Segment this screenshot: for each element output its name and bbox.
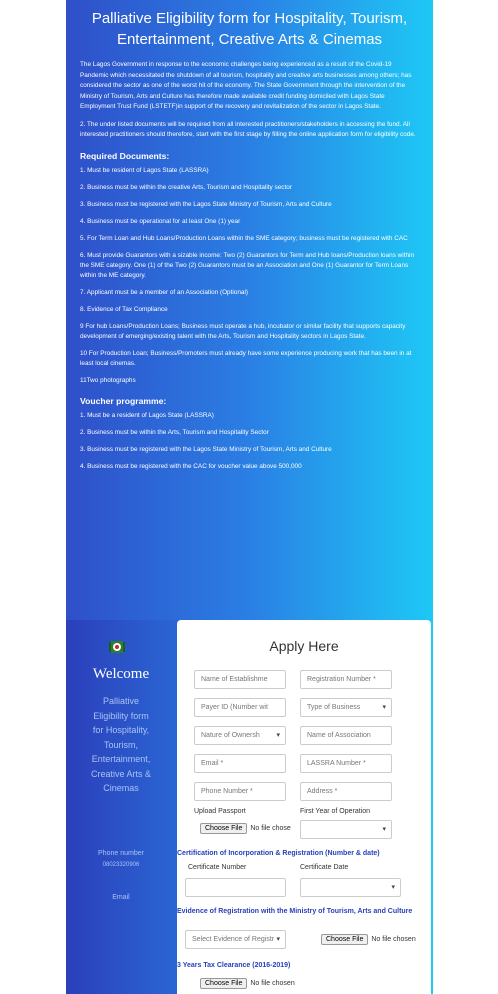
required-item: 1. Must be resident of Lagos State (LASSRA) <box>80 166 209 174</box>
required-item: 3. Business must be registered with the Lagos State Ministry of Tourism, Arts and Culture <box>80 200 332 208</box>
address-input[interactable]: Address * <box>300 782 392 801</box>
first-year-select[interactable] <box>300 820 392 839</box>
ownership-select[interactable]: Nature of Ownersh ▾ <box>194 726 286 745</box>
first-year-label: First Year of Operation <box>300 808 371 815</box>
voucher-heading: Voucher programme: <box>80 395 167 406</box>
association-name-input[interactable]: Name of Association <box>300 726 392 745</box>
required-item: 4. Business must be operational for at least One (1) year <box>80 217 241 225</box>
required-item: 5. For Term Loan and Hub Loans/Production Loans within the SME category; business must be registered with CAC <box>80 234 408 242</box>
certification-heading: Certification of Incorporation & Registration (Number & date) <box>177 850 380 857</box>
welcome-description: Palliative Eligibility form for Hospitality, Tourism, Entertainment, Creative Arts & Cinemas <box>90 696 152 793</box>
state-crest-icon <box>108 638 126 656</box>
lassra-number-input[interactable]: LASSRA Number * <box>300 754 392 773</box>
intro-paragraph-1: The Lagos Government in response to the economic challenges being experienced as a result of the Covid-19 Pandemic which necessitated the shutdown of all tourism, hospitality and creative arts businesses among others; has considered the sector as one of the worst hit of the economy. The State Government through the intervention of the Ministry of Tourism, Arts and Culture has therefore made available credit funding domiciled with Lagos State Employment Trust Fund (LSTETF)in support of the recovery and revitalization of the sector in Lagos State. <box>80 61 412 110</box>
certificate-date-label: Certificate Date <box>300 864 349 871</box>
file-status: No file chose <box>250 825 291 832</box>
required-item: 2. Business must be within the creative Arts, Tourism and Hospitality sector <box>80 183 292 191</box>
voucher-item: 3. Business must be registered with the Lagos State Ministry of Tourism, Arts and Culture <box>80 445 332 453</box>
required-item: 11Two photographs <box>80 376 136 384</box>
business-type-select[interactable]: Type of Business ▾ <box>300 698 392 717</box>
registration-number-input[interactable]: Registration Number * <box>300 670 392 689</box>
required-item: 10 For Production Loan; Business/Promoters must already have some experience producing work that has been in at least local cinemas. <box>80 349 412 367</box>
certificate-number-input[interactable] <box>185 878 286 897</box>
required-item: 8. Evidence of Tax Compliance <box>80 305 168 313</box>
evidence-select[interactable]: Select Evidence of Registr ▾ <box>185 930 286 949</box>
certificate-number-label: Certificate Number <box>188 864 247 871</box>
phone-label: Phone number <box>98 850 144 857</box>
apply-form-card <box>177 620 431 994</box>
welcome-heading: Welcome <box>92 666 150 682</box>
voucher-item: 2. Business must be within the Arts, Tourism and Hospitality Sector <box>80 428 269 436</box>
file-status: No file chosen <box>371 936 416 943</box>
email-label: Email <box>112 894 130 901</box>
email-input[interactable]: Email * <box>194 754 286 773</box>
page-title: Palliative Eligibility form for Hospitality, Tourism, Entertainment, Creative Arts & Cinemas <box>91 10 408 48</box>
required-item: 7. Applicant must be a member of an Association (Optional) <box>80 288 249 296</box>
phone-number-input[interactable]: Phone Number * <box>194 782 286 801</box>
required-documents-heading: Required Documents: <box>80 150 170 161</box>
intro-paragraph-2: 2. The under listed documents will be required from all interested practitioners/stakeholders in accessing the fund. All interested practitioners should therefore, start with the first stage by filling the online application form for eligibility code. <box>80 120 416 138</box>
choose-file-button[interactable]: Choose File <box>200 978 247 989</box>
phone-value: 08023320906 <box>102 862 140 868</box>
voucher-item: 4. Business must be registered with the CAC for voucher value above 500,000 <box>80 462 302 470</box>
apply-heading: Apply Here <box>269 638 339 654</box>
info-panel <box>66 0 433 620</box>
tax-clearance-heading: 3 Years Tax Clearance (2016-2019) <box>177 962 291 969</box>
required-item: 9 For hub Loans/Production Loans; Business must operate a hub, incubator or similar facility that supports capacity development of emerging/existing talent with the Arts, Tourism and Hospitality sectors in Lagos State. <box>80 322 406 340</box>
establishment-name-input[interactable]: Name of Establishme <box>194 670 286 689</box>
required-item: 6. Must provide Guarantors with a sizable income: Two (2) Guarantors for Term and Hub loans/Production loans within the SME category. One (1) of the Two (2) Guarantors must be an Association and One (1) Guarantor for Term Loans within the ME category. <box>80 251 415 279</box>
choose-file-button[interactable]: Choose File <box>200 823 247 834</box>
form-section <box>66 620 433 994</box>
certificate-date-select[interactable] <box>300 878 401 897</box>
passport-file-input[interactable] <box>200 823 291 834</box>
payer-id-input[interactable]: Payer ID (Number wit <box>194 698 286 717</box>
evidence-file-input[interactable] <box>321 934 416 945</box>
evidence-heading: Evidence of Registration with the Ministry of Tourism, Arts and Culture <box>177 908 413 915</box>
file-status: No file chosen <box>250 980 295 987</box>
upload-passport-label: Upload Passport <box>194 808 246 815</box>
choose-file-button[interactable]: Choose File <box>321 934 368 945</box>
voucher-item: 1. Must be a resident of Lagos State (LASSRA) <box>80 411 214 419</box>
tax-file-input[interactable] <box>200 978 295 989</box>
